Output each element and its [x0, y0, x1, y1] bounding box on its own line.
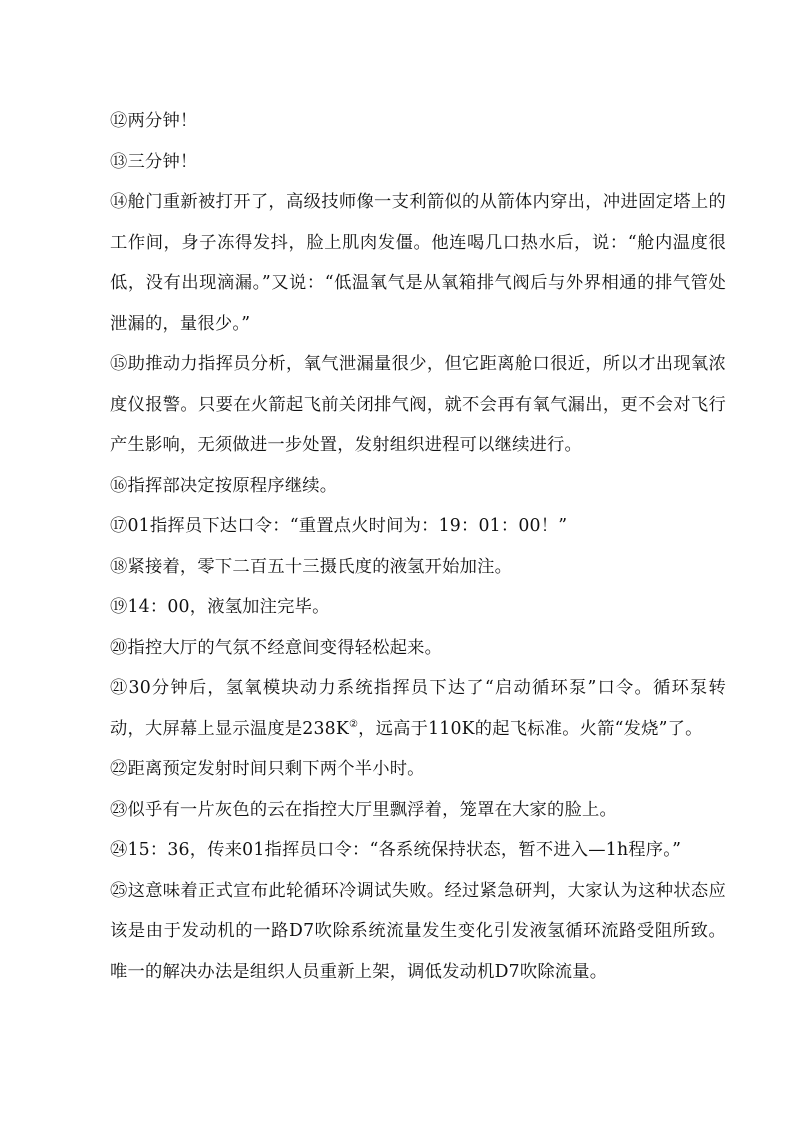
paragraph-15: ⑮助推动力指挥员分析，氧气泄漏量很少，但它距离舱口很近，所以才出现氧浓度仪报警。只要在火箭起飞前关闭排气阀，就不会再有氧气漏出，更不会对飞行产生影响，无须做进一步处置，发射组织进程可以继续进行。: [110, 354, 726, 455]
paragraph-12: ⑫两分钟！: [110, 111, 198, 131]
paragraph-16: ⑯指挥部决定按原程序继续。: [110, 475, 338, 496]
article-body: [110, 101, 726, 992]
paragraph-13: ⑬三分钟！: [110, 151, 198, 172]
paragraph-17: ⑰01指挥员下达口令：“重置点火时间为：19：01：00！”: [110, 516, 568, 536]
paragraph-14: ⑭舱门重新被打开了，高级技师像一支利箭似的从箭体内穿出，冲进固定塔上的工作间，身子冻得发抖，脸上肌肉发僵。他连喝几口热水后，说：“舱内温度很低，没有出现滴漏。”又说：“低温氧气是从氧箱排气阀后与外界相通的排气管处泄漏的，量很少。”: [110, 192, 726, 334]
paragraph-21-text-after: ，远高于110K的起飞标准。火箭“发烧”了。: [358, 718, 703, 739]
footnote-marker: ②: [349, 718, 359, 730]
paragraph-21-text-before: ㉑30分钟后，氢氧模块动力系统指挥员下达了“启动循环泵”口令。循环泵转动，大屏幕上显示温度是238K: [110, 678, 726, 739]
paragraph-25: ㉕这意味着正式宣布此轮循环冷调试失败。经过紧急研判，大家认为这种状态应该是由于发动机的一路D7吹除系统流量发生变化引发液氢循环流路受阻所致。唯一的解决办法是组织人员重新上架，调低发动机D7吹除流量。: [110, 880, 726, 982]
paragraph-18: ⑱紧接着，零下二百五十三摄氏度的液氢开始加注。: [110, 556, 513, 577]
paragraph-20: ⑳指控大厅的气氛不经意间变得轻松起来。: [110, 637, 443, 658]
paragraph-21: [110, 668, 726, 749]
paragraph-19: ⑲14：00，液氢加注完毕。: [110, 597, 330, 617]
paragraph-24: ㉔15：36，传来01指挥员口令：“各系统保持状态，暂不进入—1h程序。”: [110, 840, 682, 860]
paragraph-22: ㉒距离预定发射时间只剩下两个半小时。: [110, 759, 425, 779]
paragraph-23: ㉓似乎有一片灰色的云在指控大厅里飘浮着，笼罩在大家的脸上。: [110, 799, 617, 820]
